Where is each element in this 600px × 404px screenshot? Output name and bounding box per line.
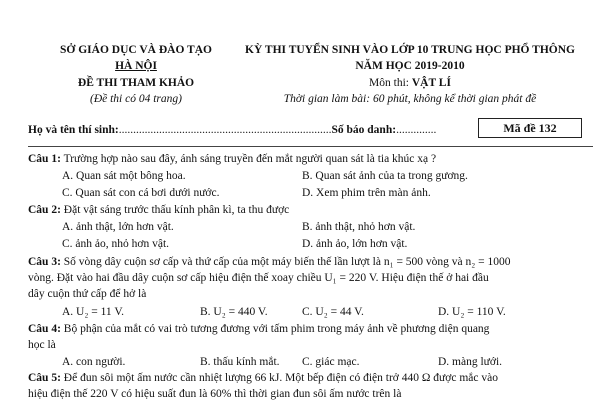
student-info-line [28, 124, 436, 136]
question-label: Câu 2: [28, 204, 61, 216]
student-name-label: Họ và tên thí sinh: [28, 124, 119, 136]
subject-line [230, 77, 590, 89]
option-c: C. ảnh ảo, nhỏ hơn vật. [62, 238, 170, 250]
exam-code-box: Mã đề 132 [478, 118, 582, 138]
question-text: Đặt vật sáng trước thấu kính phân kì, ta thu được [63, 204, 290, 216]
option-c: C. giác mạc. [302, 356, 360, 368]
question-text-line: vòng. Đặt vào hai đầu dây cuộn sơ cấp hiệu điện thế xoay chiều U₁ = 220 V. Hiệu điện thế ở hai đầu [28, 272, 489, 284]
option-d: D. U₂ = 110 V. [438, 306, 506, 318]
student-name-dots: .......................................................................... [118, 124, 332, 136]
page-note: (Đề thi có 04 trang) [90, 93, 182, 105]
exam-title: KỲ THI TUYỂN SINH VÀO LỚP 10 TRUNG HỌC PHỔ THÔNG [245, 44, 575, 56]
student-id-label: Số báo danh: [331, 124, 397, 136]
question-3 [28, 256, 511, 268]
question-label: Câu 5: [28, 372, 61, 384]
student-id-dots: .............. [396, 124, 437, 136]
subject-label: Môn thi: [369, 77, 409, 89]
option-b: B. Quan sát ảnh của ta trong gương. [302, 170, 468, 182]
question-text-line: hiệu điện thế 220 V có hiệu suất đun là 60% thì thời gian đun sôi ấm nước trên là [28, 388, 402, 400]
option-b: B. U₂ = 440 V. [200, 306, 268, 318]
subject-name: VẬT LÍ [411, 77, 451, 89]
option-c: C. U₂ = 44 V. [302, 306, 364, 318]
option-a: A. con người. [62, 356, 126, 368]
department-name: SỞ GIÁO DỤC VÀ ĐÀO TẠO [60, 44, 212, 56]
option-a: A. ảnh thật, lớn hơn vật. [62, 221, 174, 233]
question-text-line: học là [28, 339, 56, 351]
question-4 [28, 323, 489, 335]
option-a: A. Quan sát một bông hoa. [62, 170, 186, 182]
exam-year: NĂM HỌC 2019-2010 [355, 60, 465, 72]
question-label: Câu 3: [28, 256, 61, 268]
city-name: HÀ NỘI [115, 60, 157, 72]
question-text-line: dây cuộn thứ cấp để hở là [28, 288, 147, 300]
option-a: A. U₂ = 11 V. [62, 306, 125, 318]
option-b: B. ảnh thật, nhỏ hơn vật. [302, 221, 416, 233]
question-text-line: Để đun sôi một ấm nước cần nhiệt lượng 66 kJ. Một bếp điện có điện trở 440 Ω được mắc vào [63, 372, 498, 384]
option-b: B. thấu kính mắt. [200, 356, 280, 368]
option-c: C. Quan sát con cá bơi dưới nước. [62, 187, 220, 199]
divider [28, 146, 593, 147]
question-5 [28, 372, 498, 384]
question-label: Câu 1: [28, 153, 61, 165]
option-d: D. Xem phim trên màn ảnh. [302, 187, 431, 199]
question-2 [28, 204, 289, 216]
exam-time: Thời gian làm bài: 60 phút, không kể thời gian phát đề [283, 93, 537, 105]
exam-type: ĐỀ THI THAM KHẢO [77, 77, 195, 89]
option-d: D. màng lưới. [438, 356, 503, 368]
question-text-line: Số vòng dây cuộn sơ cấp và thứ cấp của một máy biến thế lần lượt là n₁ = 500 vòng và n₂ = 1000 [63, 256, 511, 268]
option-d: D. ảnh ảo, lớn hơn vật. [302, 238, 408, 250]
question-text-line: Bộ phận của mắt có vai trò tương đương với tấm phim trong máy ảnh về phương diện quang [63, 323, 490, 335]
question-label: Câu 4: [28, 323, 61, 335]
question-text: Trường hợp nào sau đây, ánh sáng truyền đến mắt người quan sát là tia khúc xạ ? [63, 153, 437, 165]
question-1 [28, 153, 436, 165]
